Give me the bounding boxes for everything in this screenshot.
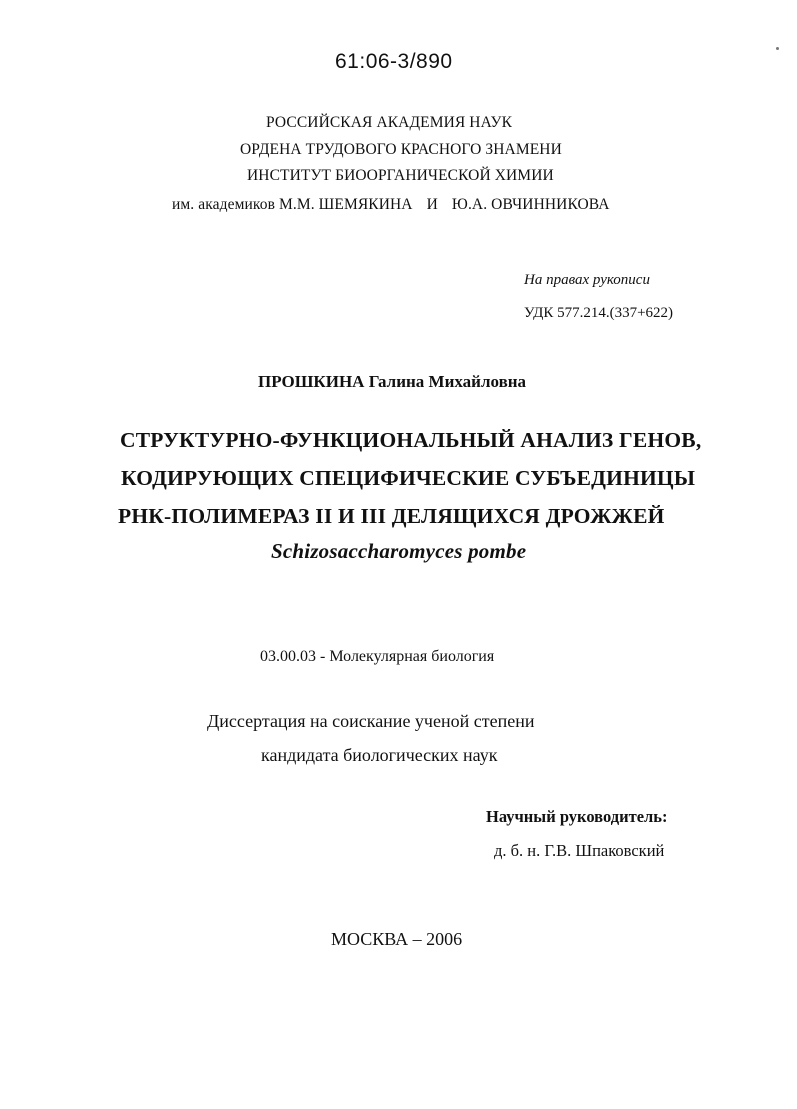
title-species: Schizosaccharomyces pombe bbox=[271, 539, 527, 563]
title-line-1: СТРУКТУРНО-ФУНКЦИОНАЛЬНЫЙ АНАЛИЗ ГЕНОВ, bbox=[120, 428, 702, 452]
institution-line-1: РОССИЙСКАЯ АКАДЕМИЯ НАУК bbox=[266, 114, 513, 131]
institution-academician-2: Ю.А. ОВЧИННИКОВА bbox=[451, 196, 610, 213]
rights-note: На правах рукописи bbox=[524, 272, 650, 288]
supervisor-name: д. б. н. Г.В. Шпаковский bbox=[494, 841, 665, 860]
institution-line-4 bbox=[172, 196, 610, 214]
institution-academician-1: им. академиков М.М. ШЕМЯКИНА bbox=[172, 196, 413, 213]
dissertation-line-2: кандидата биологических наук bbox=[261, 745, 498, 765]
author-name: ПРОШКИНА Галина Михайловна bbox=[258, 372, 527, 391]
title-line-3: РНК-ПОЛИМЕРАЗ II И III ДЕЛЯЩИХСЯ ДРОЖЖЕЙ bbox=[118, 504, 665, 528]
archive-code: 61:06-3/890 bbox=[335, 50, 453, 73]
dissertation-line-1: Диссертация на соискание ученой степени bbox=[207, 711, 535, 731]
title-line-2: КОДИРУЮЩИХ СПЕЦИФИЧЕСКИЕ СУБЪЕДИНИЦЫ bbox=[121, 466, 696, 490]
institution-conjunction: И bbox=[426, 196, 438, 213]
specialty: 03.00.03 - Молекулярная биология bbox=[260, 648, 495, 665]
scan-speck bbox=[776, 47, 779, 50]
institution-line-2: ОРДЕНА ТРУДОВОГО КРАСНОГО ЗНАМЕНИ bbox=[240, 141, 562, 158]
institution-line-3: ИНСТИТУТ БИООРГАНИЧЕСКОЙ ХИМИИ bbox=[247, 167, 554, 184]
supervisor-label: Научный руководитель: bbox=[486, 807, 668, 826]
udc-code: УДК 577.214.(337+622) bbox=[524, 305, 674, 321]
city-year: МОСКВА – 2006 bbox=[331, 929, 463, 949]
